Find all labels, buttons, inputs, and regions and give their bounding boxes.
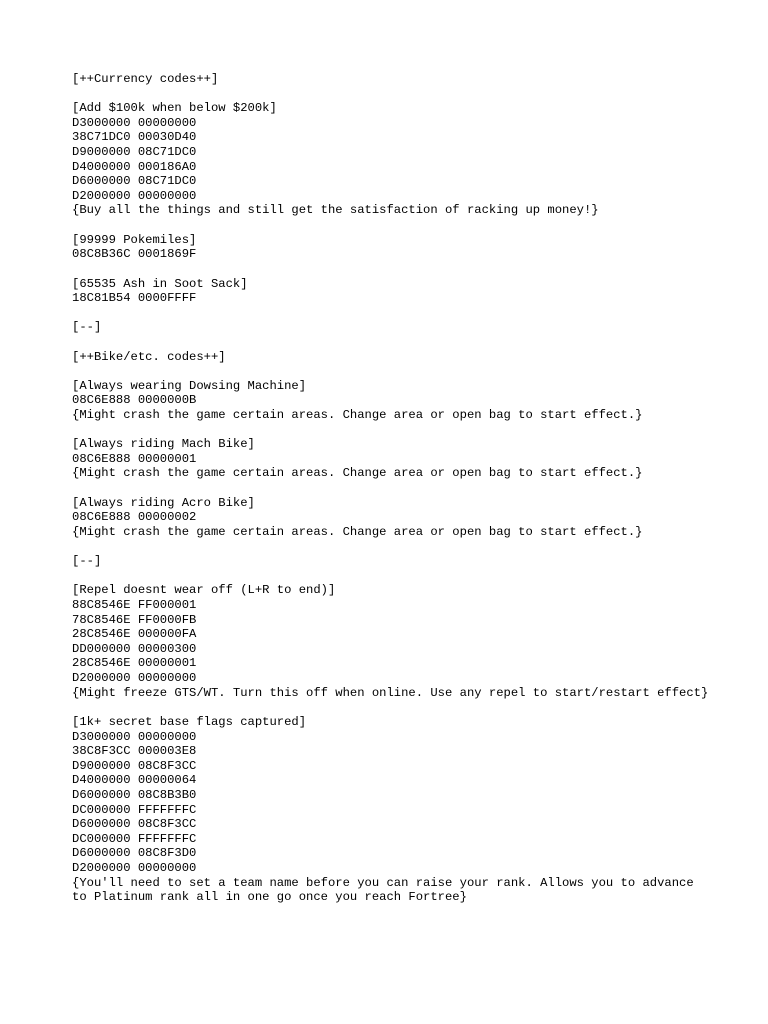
code-note: {Might crash the game certain areas. Change area or open bag to start effect.} [72,524,643,539]
code-line: 78C8546E FF0000FB [72,612,197,627]
blank-line [72,423,712,438]
code-title: [Always wearing Dowsing Machine] [72,378,307,393]
code-line: 08C8B36C 0001869F [72,247,197,262]
code-line: D6000000 08C8B3B0 [72,787,197,802]
section-divider [72,554,712,569]
section-header: [++Currency codes++] [72,72,219,86]
code-block-dowsing [72,379,712,423]
code-note: {Might crash the game certain areas. Change area or open bag to start effect.} [72,466,643,481]
code-block-secret-base [72,715,712,905]
section-footer: [--] [72,320,102,335]
code-line: 18C81B54 0000FFFF [72,291,197,306]
code-line: D4000000 00000064 [72,773,197,788]
code-line: D3000000 00000000 [72,729,197,744]
code-block-repel [72,583,712,700]
code-title: [65535 Ash in Soot Sack] [72,276,248,291]
blank-line [72,87,712,102]
code-title: [Add $100k when below $200k] [72,101,277,116]
document-page [72,72,712,905]
section-header-bike [72,350,712,365]
code-block-add-100k [72,101,712,218]
blank-line [72,700,712,715]
code-line: DC000000 FFFFFFFC [72,802,197,817]
code-title: [1k+ secret base flags captured] [72,714,307,729]
code-title: [99999 Pokemiles] [72,232,197,247]
code-line: 08C6E888 0000000B [72,393,197,408]
blank-line [72,540,712,555]
code-title: [Always riding Mach Bike] [72,437,255,452]
blank-line [72,364,712,379]
code-line: D6000000 08C71DC0 [72,174,197,189]
blank-line [72,262,712,277]
code-line: 28C8546E 000000FA [72,627,197,642]
code-title: [Always riding Acro Bike] [72,495,255,510]
code-title: [Repel doesnt wear off (L+R to end)] [72,583,336,598]
section-header-currency [72,72,712,87]
blank-line [72,569,712,584]
section-header: [++Bike/etc. codes++] [72,349,226,364]
code-line: D6000000 08C8F3CC [72,817,197,832]
blank-line [72,306,712,321]
code-line: D2000000 00000000 [72,860,197,875]
code-block-ash [72,277,712,306]
code-block-acro-bike [72,496,712,540]
code-line: D6000000 08C8F3D0 [72,846,197,861]
blank-line [72,218,712,233]
code-line: D3000000 00000000 [72,115,197,130]
code-line: D9000000 08C8F3CC [72,758,197,773]
section-divider [72,320,712,335]
code-note: {You'll need to set a team name before you can raise your rank. Allows you to advance to Platinum rank all in one go once you reach Fortree} [72,875,701,905]
code-note: {Buy all the things and still get the satisfaction of racking up money!} [72,203,599,218]
code-note: {Might crash the game certain areas. Change area or open bag to start effect.} [72,408,643,423]
code-line: 08C6E888 00000002 [72,510,197,525]
code-line: DD000000 00000300 [72,641,197,656]
code-line: 28C8546E 00000001 [72,656,197,671]
code-note: {Might freeze GTS/WT. Turn this off when online. Use any repel to start/restart effect} [72,685,709,700]
blank-line [72,335,712,350]
code-line: D2000000 00000000 [72,671,197,686]
code-line: D4000000 000186A0 [72,159,197,174]
blank-line [72,481,712,496]
code-line: 38C71DC0 00030D40 [72,130,197,145]
code-line: 08C6E888 00000001 [72,451,197,466]
code-block-mach-bike [72,437,712,481]
code-line: 88C8546E FF000001 [72,598,197,612]
code-line: 38C8F3CC 000003E8 [72,744,197,759]
code-block-pokemiles [72,233,712,262]
code-line: D9000000 08C71DC0 [72,145,197,160]
code-line: D2000000 00000000 [72,188,197,203]
section-footer: [--] [72,554,102,569]
code-line: DC000000 FFFFFFFC [72,831,197,846]
